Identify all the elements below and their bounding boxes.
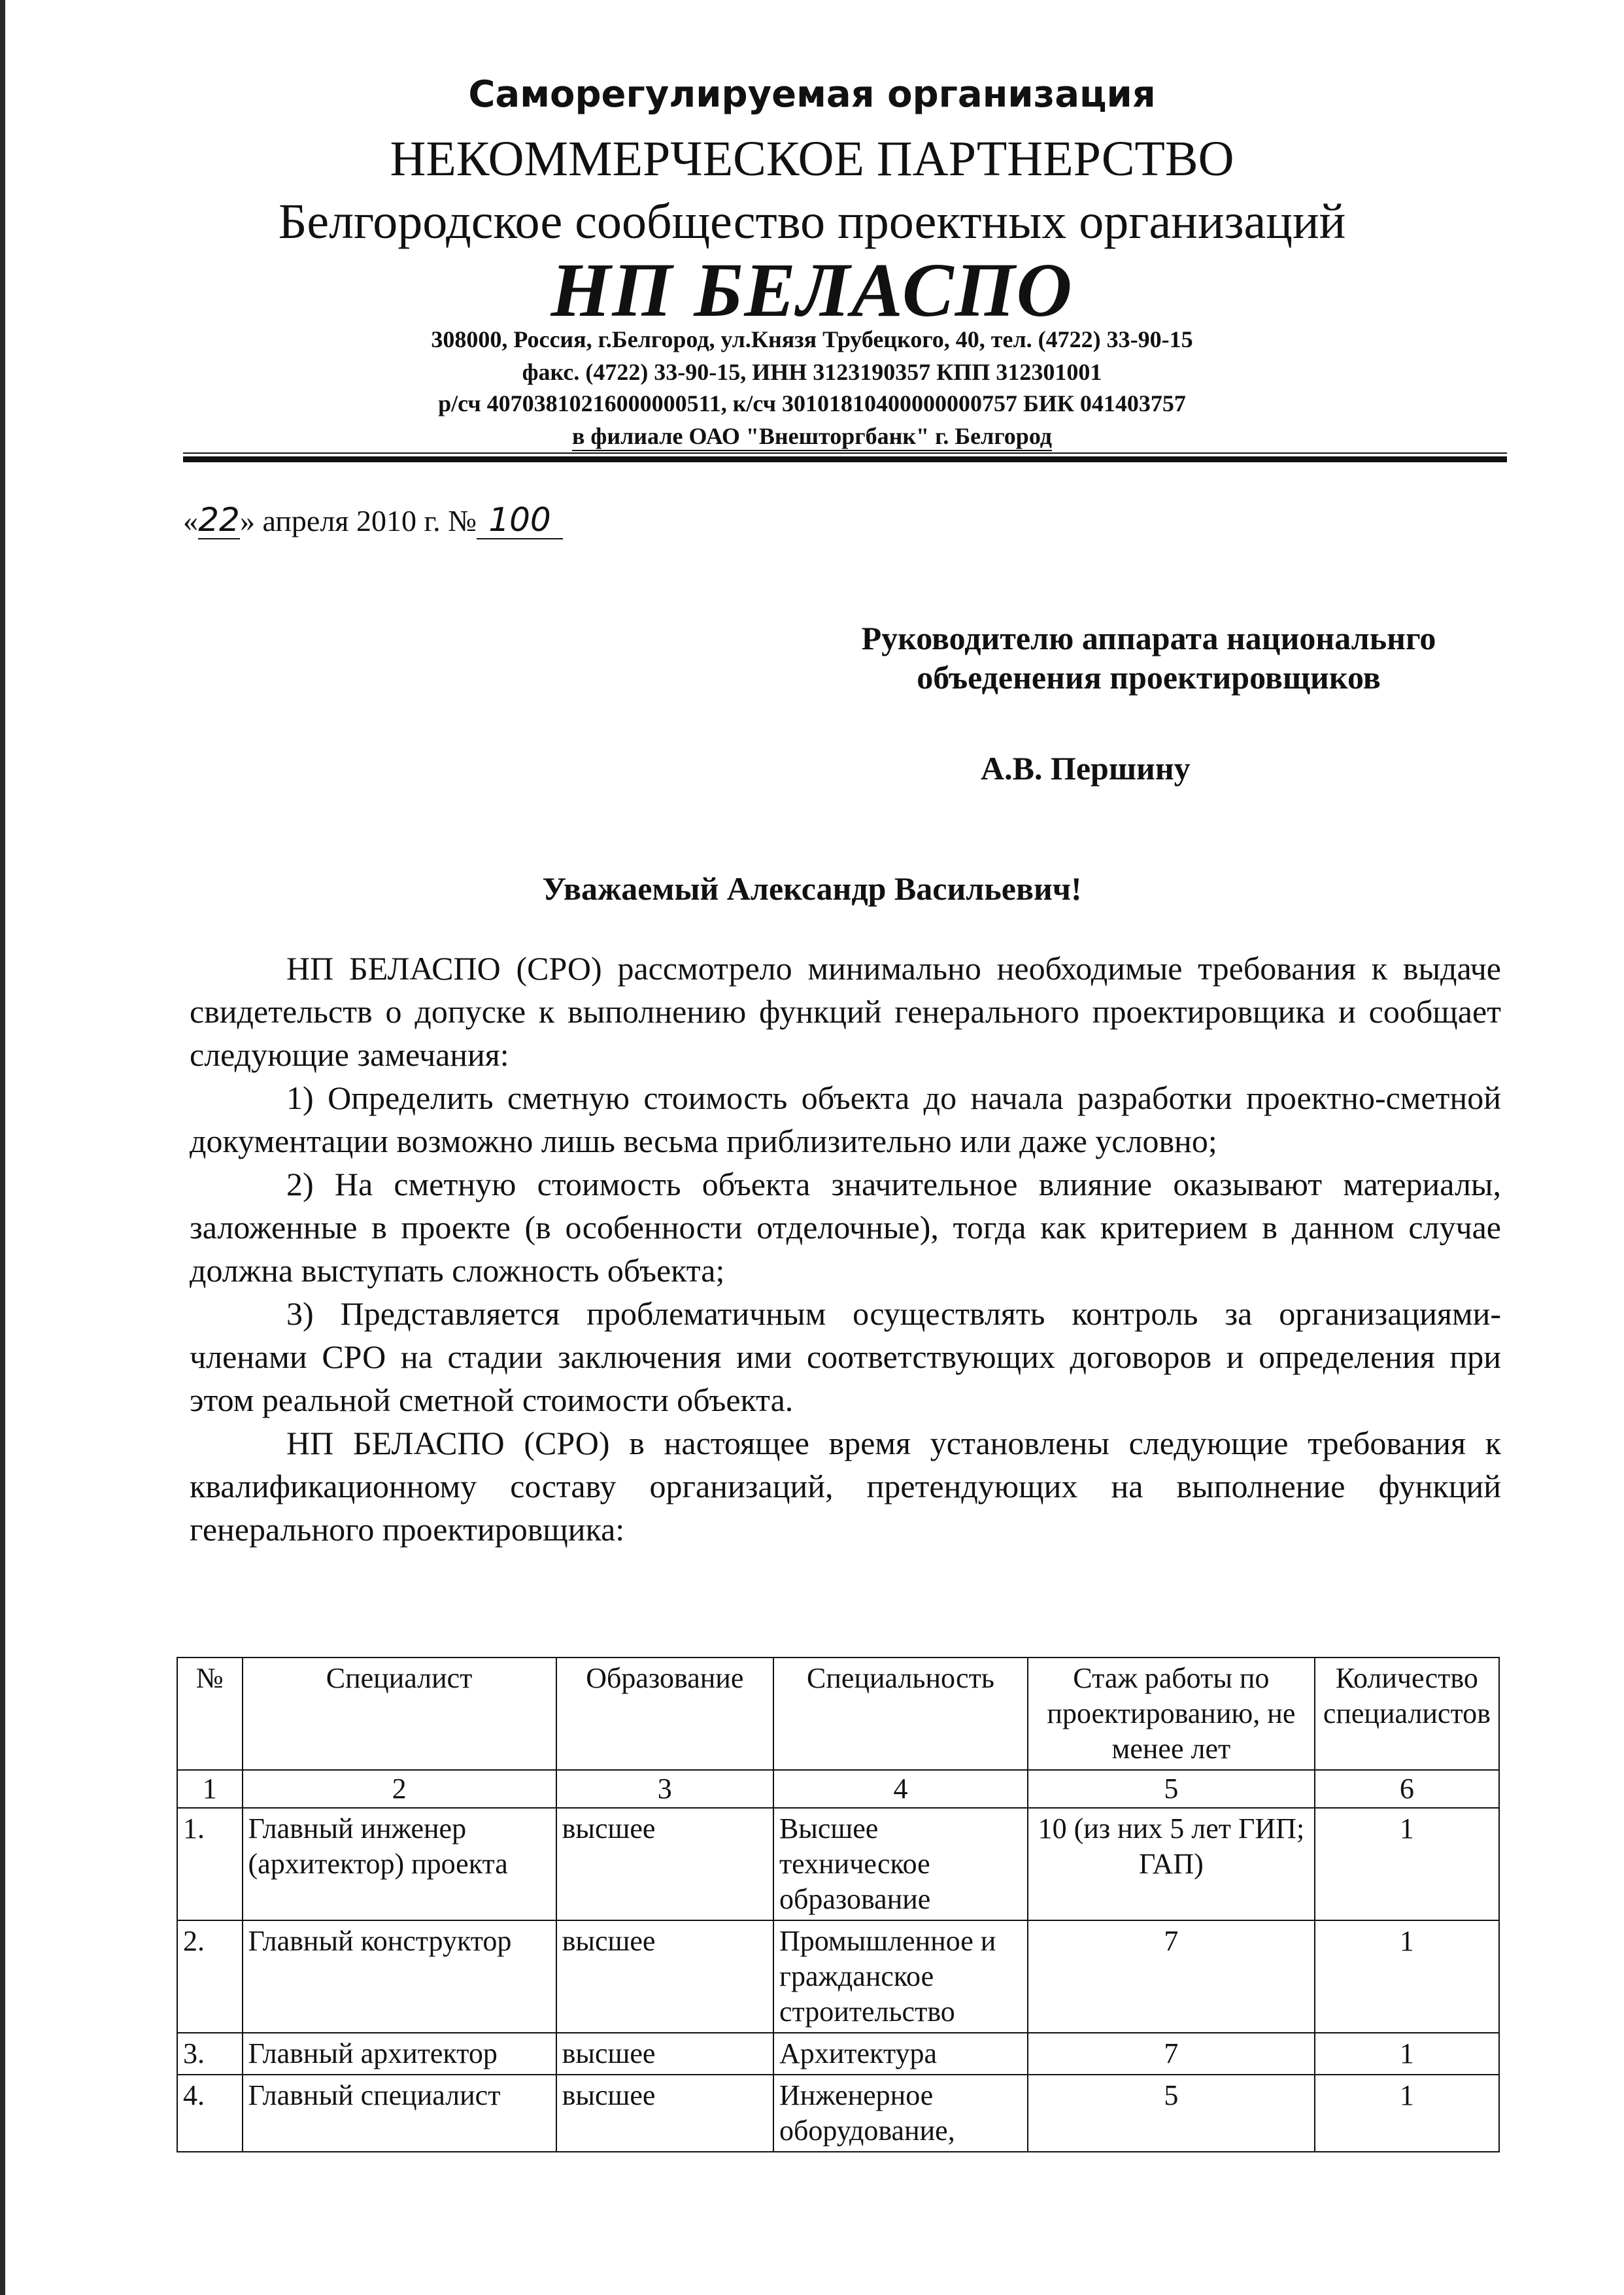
reference-number: 100 bbox=[477, 502, 563, 539]
recipient-block bbox=[805, 619, 1492, 697]
table-cell: высшее bbox=[556, 2033, 773, 2075]
table-cell: Архитектура bbox=[773, 2033, 1028, 2075]
table-cell: 1 bbox=[1315, 1920, 1499, 2033]
table-row bbox=[177, 1920, 1499, 2033]
table-row bbox=[177, 2075, 1499, 2152]
letterhead-sro: Саморегулируемая организация bbox=[468, 73, 1156, 116]
table-cell: 1 bbox=[1315, 2033, 1499, 2075]
table-cell: 1 bbox=[1315, 2075, 1499, 2152]
table-cell: Инженерное оборудование, bbox=[773, 2075, 1028, 2152]
table-cell: 5 bbox=[1028, 2075, 1315, 2152]
table-header-cell: Количество специалистов bbox=[1315, 1658, 1499, 1770]
table-header-row bbox=[177, 1658, 1499, 1770]
table-header-cell: Стаж работы по проектированию, не менее лет bbox=[1028, 1658, 1315, 1770]
table-cell: 3. bbox=[177, 2033, 243, 2075]
reference-open-quote: « bbox=[183, 504, 198, 537]
recipient-title-line: объеденения проектировщиков bbox=[917, 659, 1381, 696]
letterhead-address-line: 308000, Россия, г.Белгород, ул.Князя Трубецкого, 40, тел. (4722) 33-90-15 bbox=[431, 326, 1193, 352]
body-paragraph: 1) Определить сметную стоимость объекта до начала разработки проектно-сметной документации возможно лишь весьма приблизительно или даже условно; bbox=[190, 1080, 1501, 1159]
body-paragraph: НП БЕЛАСПО (СРО) рассмотрело минимально необходимые требования к выдаче свидетельств о допуске к выполнению функций генерального проектировщика и сообщает следующие замечания: bbox=[190, 950, 1501, 1073]
table-cell: 7 bbox=[1028, 2033, 1315, 2075]
table-header-cell: Образование bbox=[556, 1658, 773, 1770]
letterhead-address-line: р/сч 40703810216000000511, к/сч 30101810400000000757 БИК 041403757 bbox=[438, 390, 1186, 416]
table-header-cell: Специальность bbox=[773, 1658, 1028, 1770]
bank-branch-line: в филиале ОАО "Внешторгбанк" г. Белгород bbox=[572, 424, 1052, 451]
body-paragraph: 2) На сметную стоимость объекта значительное влияние оказывают материалы, заложенные в проекте (в особенности отделочные), тогда как критерием в данном случае должна выступать сложность объекта; bbox=[190, 1166, 1501, 1289]
letter-body bbox=[190, 947, 1501, 1551]
body-paragraph: НП БЕЛАСПО (СРО) в настоящее время установлены следующие требования к квалификационному составу организаций, претендующих на выполнение функций генерального проектировщика: bbox=[190, 1425, 1501, 1548]
reference-day: 22 bbox=[198, 501, 240, 539]
table-header-cell: № bbox=[177, 1658, 243, 1770]
table-cell: высшее bbox=[556, 1920, 773, 2033]
table-cell: 1. bbox=[177, 1808, 243, 1920]
table-cell: высшее bbox=[556, 1808, 773, 1920]
table-index-cell: 5 bbox=[1028, 1770, 1315, 1808]
table-header-cell: Специалист bbox=[243, 1658, 556, 1770]
letterhead-rule-thin bbox=[183, 452, 1507, 454]
table-index-cell: 2 bbox=[243, 1770, 556, 1808]
recipient-name: А.В. Першину bbox=[981, 750, 1191, 787]
table-cell: Главный инженер (архитектор) проекта bbox=[243, 1808, 556, 1920]
table-cell: Высшее техническое образование bbox=[773, 1808, 1028, 1920]
reference-line bbox=[183, 502, 563, 539]
letterhead-org-name: НП БЕЛАСПО bbox=[550, 247, 1074, 333]
letterhead-rule-thick bbox=[183, 456, 1507, 462]
body-paragraph: 3) Представляется проблематичным осуществлять контроль за организациями-членами СРО на стадии заключения ими соответствующих договоров и определения при этом реальной сметной стоимости объекта. bbox=[190, 1295, 1501, 1418]
table-cell: Главный конструктор bbox=[243, 1920, 556, 2033]
table-row bbox=[177, 1808, 1499, 1920]
letterhead-address-line bbox=[0, 422, 1624, 451]
table-cell: 4. bbox=[177, 2075, 243, 2152]
table-cell: 10 (из них 5 лет ГИП; ГАП) bbox=[1028, 1808, 1315, 1920]
requirements-table bbox=[177, 1657, 1500, 2152]
letterhead-partnership: НЕКОММЕРЧЕСКОЕ ПАРТНЕРСТВО bbox=[390, 131, 1234, 186]
table-index-cell: 6 bbox=[1315, 1770, 1499, 1808]
table-cell: Промышленное и гражданское строительство bbox=[773, 1920, 1028, 2033]
table-index-cell: 1 bbox=[177, 1770, 243, 1808]
reference-text: » апреля 2010 г. № bbox=[240, 504, 477, 537]
letterhead-address-line: факс. (4722) 33-90-15, ИНН 3123190357 КПП 312301001 bbox=[522, 359, 1102, 385]
table-cell: высшее bbox=[556, 2075, 773, 2152]
table-cell: 7 bbox=[1028, 1920, 1315, 2033]
letterhead-community: Белгородское сообщество проектных организаций bbox=[278, 194, 1346, 249]
table-index-cell: 4 bbox=[773, 1770, 1028, 1808]
table-cell: Главный специалист bbox=[243, 2075, 556, 2152]
table-cell: Главный архитектор bbox=[243, 2033, 556, 2075]
table-cell: 2. bbox=[177, 1920, 243, 2033]
table-index-row bbox=[177, 1770, 1499, 1808]
table-cell: 1 bbox=[1315, 1808, 1499, 1920]
salutation: Уважаемый Александр Васильевич! bbox=[542, 870, 1082, 907]
recipient-title-line: Руководителю аппарата национальнго bbox=[861, 620, 1436, 656]
table-index-cell: 3 bbox=[556, 1770, 773, 1808]
table-row bbox=[177, 2033, 1499, 2075]
